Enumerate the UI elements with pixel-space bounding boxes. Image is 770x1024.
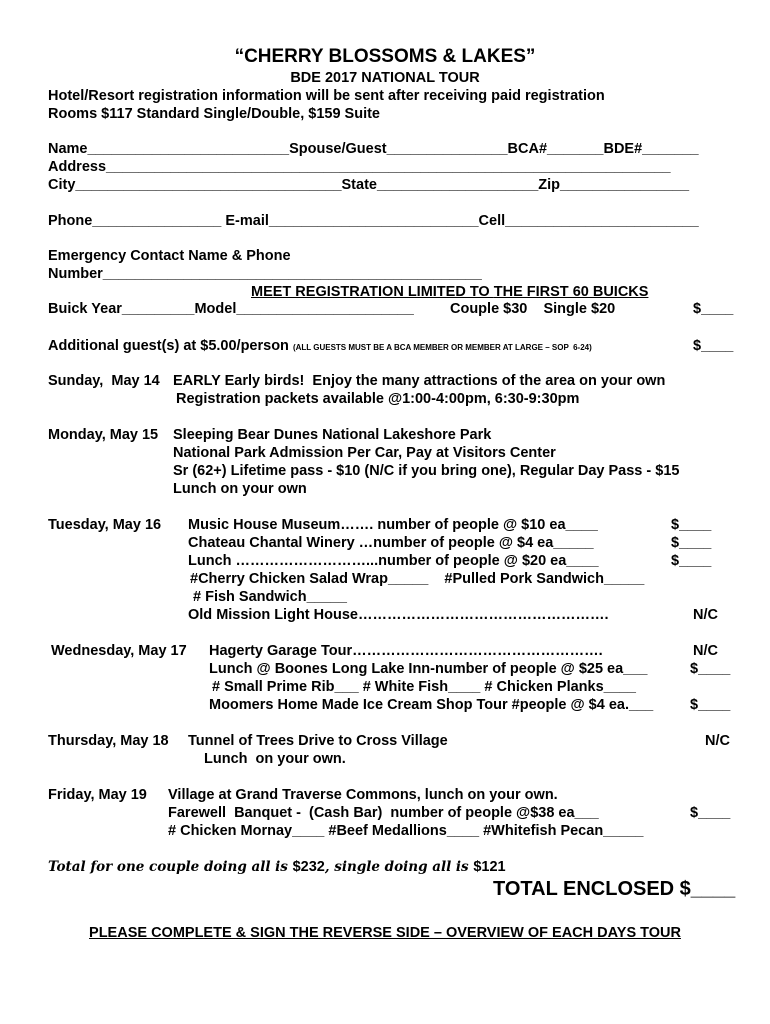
additional-guest-note: (ALL GUESTS MUST BE A BCA MEMBER OR MEMBER AT LARGE – SOP 6-24) [292, 343, 592, 352]
page-title: “CHERRY BLOSSOMS & LAKES” [234, 46, 536, 67]
sunday-line-1: EARLY Early birds! Enjoy the many attractions of the area on your own [173, 373, 666, 389]
couple-single-fee: Couple $30 Single $20 [450, 301, 616, 317]
friday-line-2[interactable]: Farewell Banquet - (Cash Bar) number of people @$38 ea___ [168, 805, 599, 821]
phone-line[interactable]: Phone________________ E-mail__________________________Cell________________________ [48, 213, 699, 229]
monday-line-4: Lunch on your own [173, 481, 307, 497]
emergency-contact-label: Emergency Contact Name & Phone [48, 248, 291, 264]
thursday-line-1: Tunnel of Trees Drive to Cross Village [188, 733, 448, 749]
wednesday-line-3[interactable]: # Small Prime Rib___ # White Fish____ # Chicken Planks____ [212, 679, 636, 695]
total-script-b: , single doing all is [324, 859, 474, 875]
tuesday-amount-6: N/C [693, 607, 718, 623]
wednesday-amount-2[interactable]: $____ [690, 661, 731, 677]
tuesday-line-6: Old Mission Light House……………………………………………. [188, 607, 609, 623]
registration-note: Hotel/Resort registration information will be sent after receiving paid registration [48, 88, 605, 104]
monday-line-2: National Park Admission Per Car, Pay at Visitors Center [173, 445, 556, 461]
total-enclosed[interactable]: TOTAL ENCLOSED $____ [493, 878, 736, 900]
page-subtitle: BDE 2017 NATIONAL TOUR [290, 70, 480, 86]
sunday-label: Sunday, May 14 [48, 373, 160, 389]
tuesday-amount-3[interactable]: $____ [671, 553, 712, 569]
tuesday-amount-1[interactable]: $____ [671, 517, 712, 533]
name-line[interactable]: Name_________________________Spouse/Guest_______________BCA#_______BDE#_______ [48, 141, 699, 157]
meet-limit-a: MEET REGISTRATION LIMITED TO [251, 284, 494, 300]
tuesday-line-4[interactable]: #Cherry Chicken Salad Wrap_____ #Pulled Pork Sandwich_____ [190, 571, 645, 587]
wednesday-amount-4[interactable]: $____ [690, 697, 731, 713]
thursday-amount-1: N/C [705, 733, 730, 749]
wednesday-label: Wednesday, May 17 [51, 643, 187, 659]
city-line[interactable]: City_________________________________State____________________Zip________________ [48, 177, 690, 193]
monday-label: Monday, May 15 [48, 427, 159, 443]
meet-limit-b: THE FIRST 60 BUICKS [493, 284, 649, 300]
tuesday-label: Tuesday, May 16 [48, 517, 162, 533]
total-summary [48, 859, 506, 876]
wednesday-line-2[interactable]: Lunch @ Boones Long Lake Inn-number of people @ $25 ea___ [209, 661, 648, 677]
meet-limit-notice [251, 284, 648, 301]
total-script-a: Total for one couple doing all is [48, 859, 293, 875]
monday-line-3: Sr (62+) Lifetime pass - $10 (N/C if you bring one), Regular Day Pass - $15 [173, 463, 680, 479]
tuesday-line-5[interactable]: # Fish Sandwich_____ [193, 589, 347, 605]
total-couple: $232 [292, 859, 325, 875]
room-rates: Rooms $117 Standard Single/Double, $159 Suite [48, 106, 380, 122]
additional-guest-amount[interactable]: $____ [693, 338, 734, 354]
thursday-line-2: Lunch on your own. [204, 751, 346, 767]
wednesday-line-1: Hagerty Garage Tour……………………………………………. [209, 643, 603, 659]
tuesday-line-2[interactable]: Chateau Chantal Winery …number of people @ $4 ea_____ [188, 535, 594, 551]
tuesday-line-1[interactable]: Music House Museum……. number of people @ $10 ea____ [188, 517, 598, 533]
sunday-line-2: Registration packets available @1:00-4:00pm, 6:30-9:30pm [176, 391, 580, 407]
friday-amount-2[interactable]: $____ [690, 805, 731, 821]
reverse-side-notice: PLEASE COMPLETE & SIGN THE REVERSE SIDE – OVERVIEW OF EACH DAYS TOUR [89, 925, 681, 941]
thursday-label: Thursday, May 18 [48, 733, 169, 749]
monday-line-1: Sleeping Bear Dunes National Lakeshore Park [173, 427, 492, 443]
tuesday-amount-2[interactable]: $____ [671, 535, 712, 551]
address-line[interactable]: Address______________________________________________________________________ [48, 159, 671, 175]
friday-line-1: Village at Grand Traverse Commons, lunch on your own. [168, 787, 558, 803]
tuesday-line-3[interactable]: Lunch ………………………...number of people @ $20 ea____ [188, 553, 599, 569]
additional-guest-line [48, 338, 592, 356]
friday-line-3[interactable]: # Chicken Mornay____ #Beef Medallions____ #Whitefish Pecan_____ [168, 823, 644, 839]
buick-line[interactable]: Buick Year_________Model______________________ [48, 301, 414, 317]
wednesday-amount-1: N/C [693, 643, 718, 659]
registration-amount[interactable]: $____ [693, 301, 734, 317]
friday-label: Friday, May 19 [48, 787, 147, 803]
additional-guest-label: Additional guest(s) at $5.00/person [48, 338, 293, 354]
total-single: $121 [473, 859, 506, 875]
emergency-number-line[interactable]: Number_______________________________________________ [48, 266, 482, 282]
wednesday-line-4[interactable]: Moomers Home Made Ice Cream Shop Tour #people @ $4 ea.___ [209, 697, 654, 713]
